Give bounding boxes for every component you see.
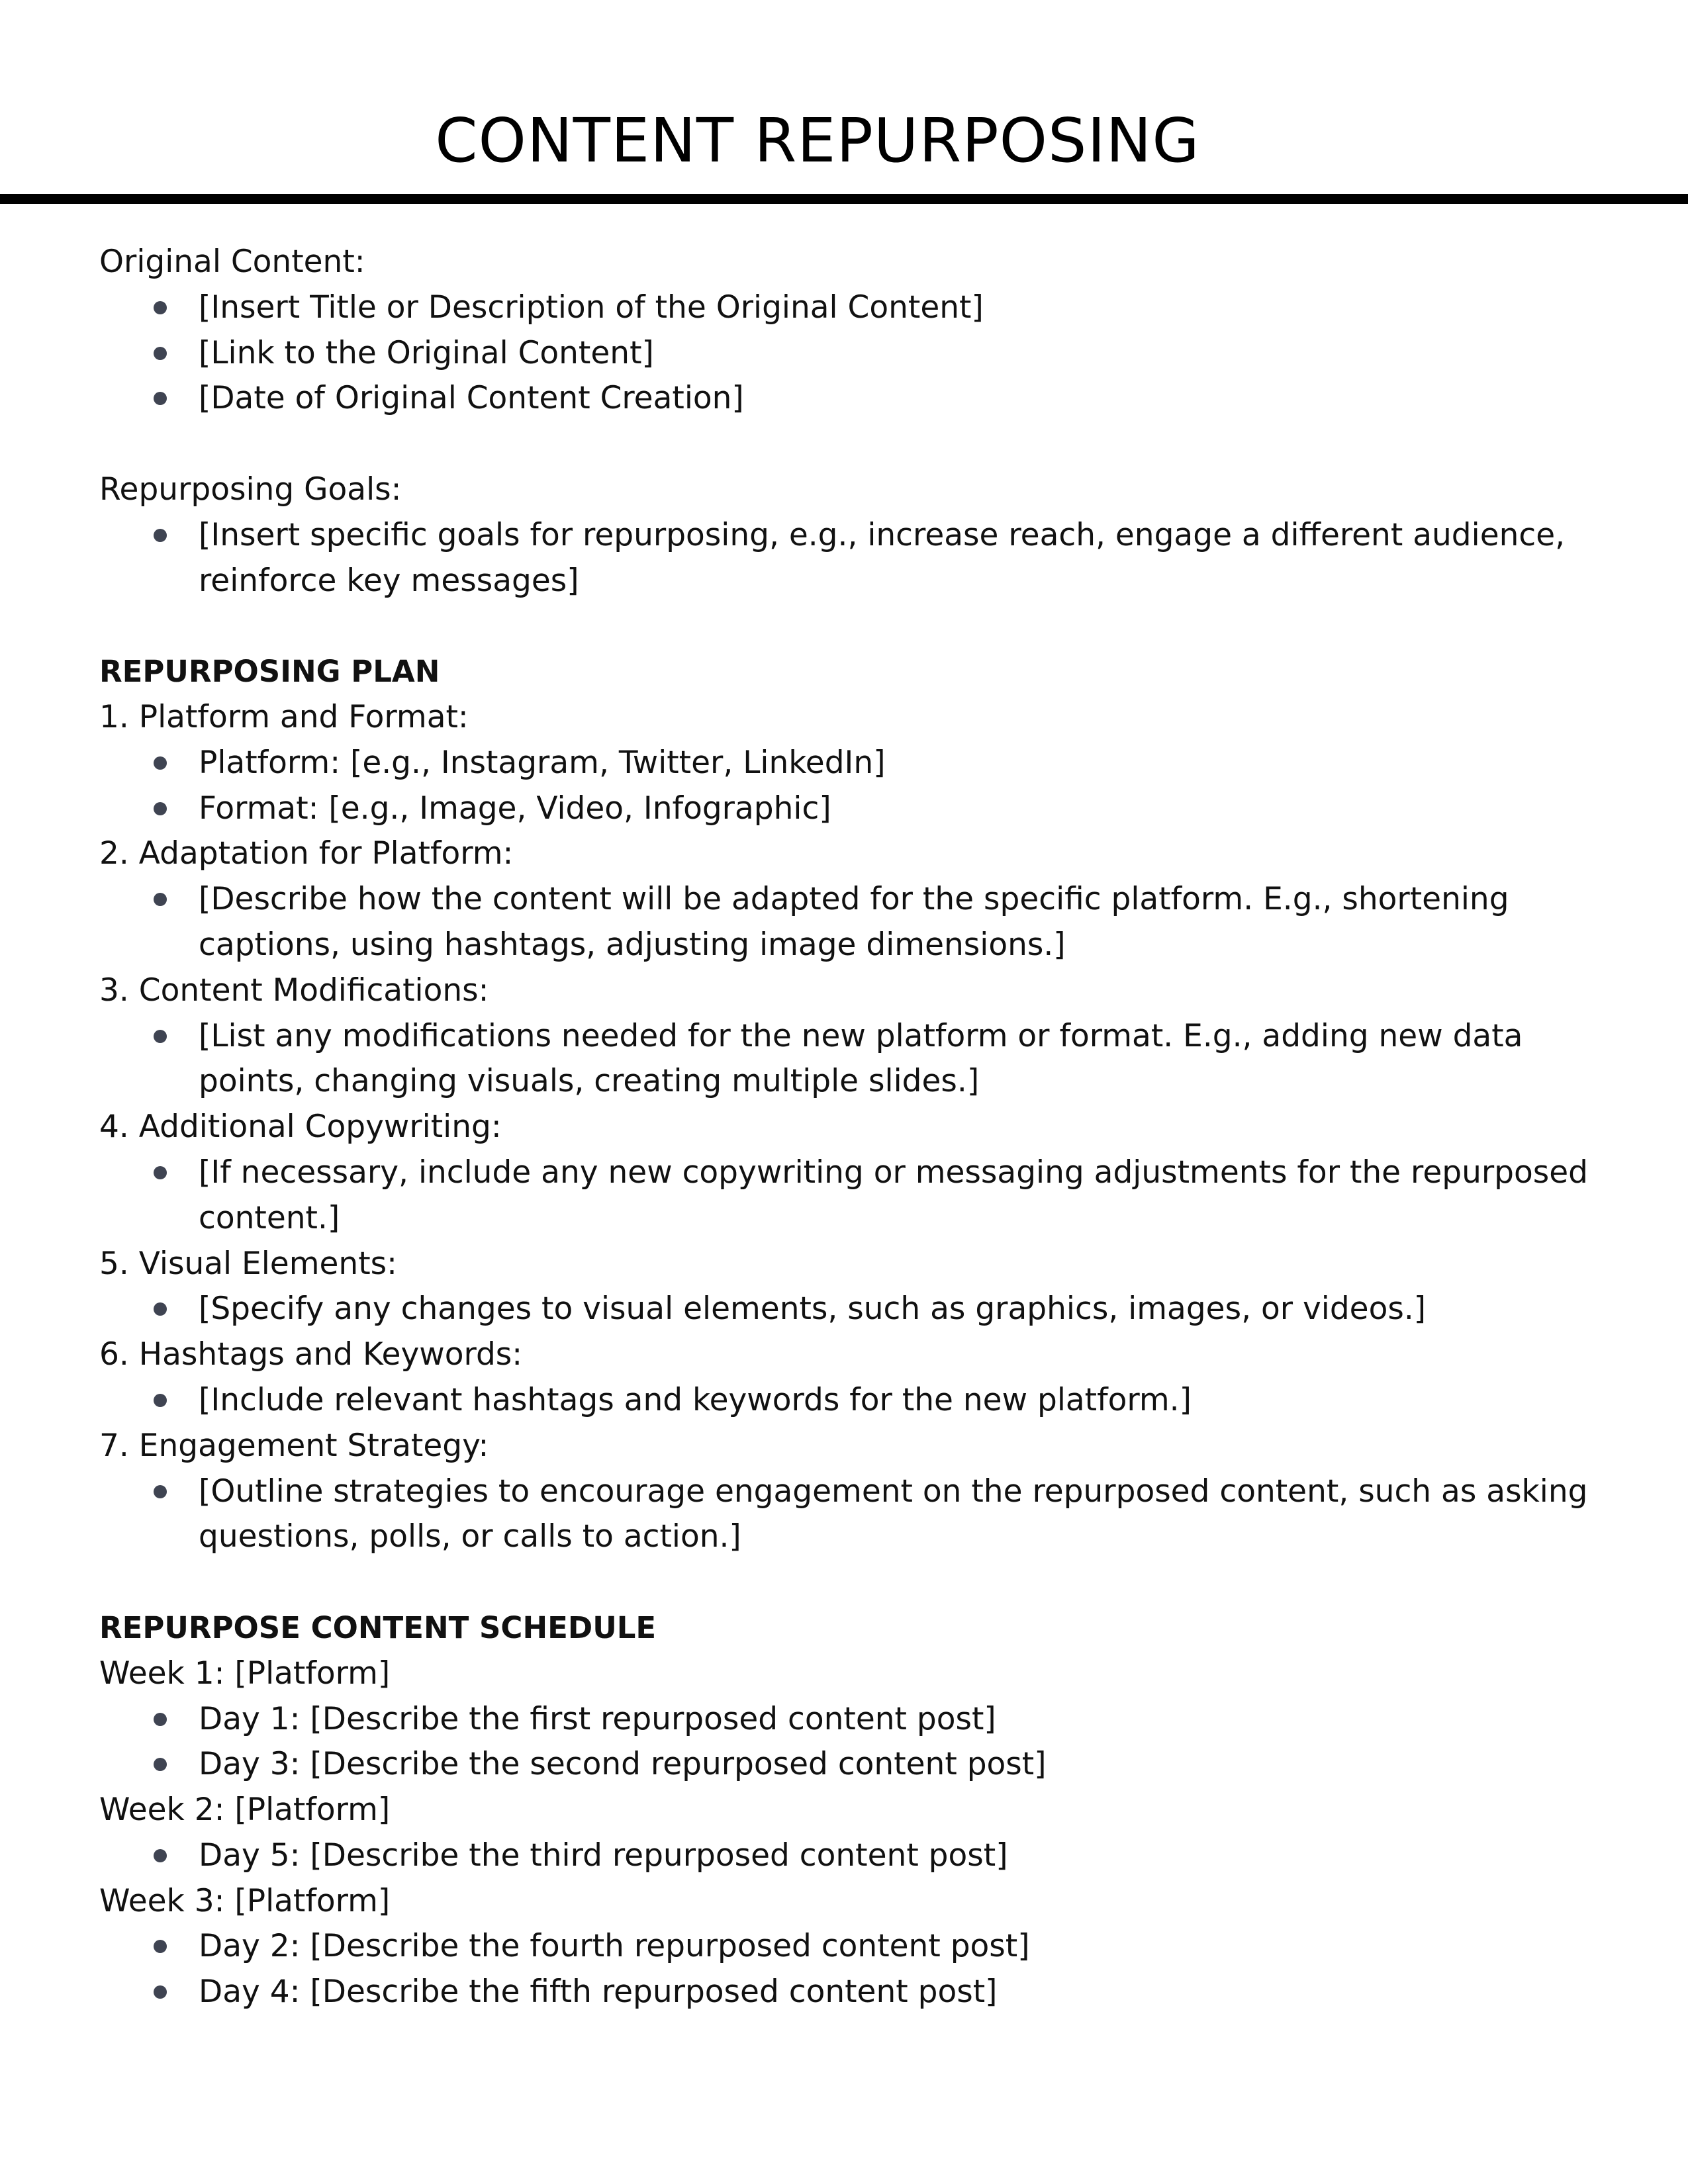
list-item: [Insert Title or Description of the Original Content] <box>99 285 1602 331</box>
list-item: [Link to the Original Content] <box>99 331 1602 377</box>
list-item: Day 5: [Describe the third repurposed content post] <box>99 1833 1602 1879</box>
plan-section-list <box>99 877 1602 968</box>
plan-section-list <box>99 1150 1602 1242</box>
schedule-week-list <box>99 1697 1602 1788</box>
repurposing-goals-label: Repurposing Goals: <box>99 471 402 508</box>
spacer <box>99 422 1602 467</box>
schedule-week-list <box>99 1924 1602 2015</box>
plan-section-list <box>99 1378 1602 1424</box>
plan-section-label: 1. Platform and Format: <box>99 698 469 735</box>
plan-section-list <box>99 1287 1602 1332</box>
list-item: [Specify any changes to visual elements, such as graphics, images, or videos.] <box>99 1287 1602 1332</box>
document-body <box>99 240 1602 2015</box>
list-item: [Describe how the content will be adapted for the specific platform. E.g., shortening captions, using hashtags, adjusting image dimensions.] <box>99 877 1602 968</box>
list-item: [List any modifications needed for the new platform or format. E.g., adding new data points, changing visuals, creating multiple slides.] <box>99 1014 1602 1105</box>
list-item: [Outline strategies to encourage engagement on the repurposed content, such as asking questions, polls, or calls to action.] <box>99 1469 1602 1561</box>
schedule-heading: REPURPOSE CONTENT SCHEDULE <box>99 1610 657 1645</box>
list-item: [Date of Original Content Creation] <box>99 376 1602 422</box>
schedule-week-list <box>99 1833 1602 1879</box>
plan-section-label: 5. Visual Elements: <box>99 1245 397 1282</box>
spacer <box>99 604 1602 649</box>
plan-section-label: 7. Engagement Strategy: <box>99 1427 489 1464</box>
spacer <box>99 1560 1602 1606</box>
list-item: Day 3: [Describe the second repurposed content post] <box>99 1742 1602 1788</box>
list-item: [If necessary, include any new copywriting or messaging adjustments for the repurposed content.] <box>99 1150 1602 1242</box>
list-item: Day 1: [Describe the first repurposed content post] <box>99 1697 1602 1743</box>
list-item: [Include relevant hashtags and keywords for the new platform.] <box>99 1378 1602 1424</box>
plan-section-list <box>99 741 1602 832</box>
plan-section-list <box>99 1469 1602 1561</box>
repurposing-plan-heading: REPURPOSING PLAN <box>99 654 440 690</box>
schedule-week-label: Week 2: [Platform] <box>99 1792 391 1829</box>
schedule-week-label: Week 3: [Platform] <box>99 1882 391 1919</box>
original-content-label: Original Content: <box>99 244 365 280</box>
plan-section-label: 6. Hashtags and Keywords: <box>99 1336 523 1373</box>
list-item: Format: [e.g., Image, Video, Infographic] <box>99 786 1602 832</box>
list-item: Day 2: [Describe the fourth repurposed content post] <box>99 1924 1602 1970</box>
schedule-week-label: Week 1: [Platform] <box>99 1655 391 1692</box>
repurposing-goals-list <box>99 513 1602 604</box>
list-item: Platform: [e.g., Instagram, Twitter, LinkedIn] <box>99 741 1602 786</box>
list-item: [Insert specific goals for repurposing, e.g., increase reach, engage a different audience, reinforce key messages] <box>99 513 1602 604</box>
page-title: CONTENT REPURPOSING <box>435 105 1200 176</box>
plan-section-label: 2. Adaptation for Platform: <box>99 835 514 872</box>
plan-section-label: 3. Content Modifications: <box>99 972 489 1009</box>
plan-section-list <box>99 1014 1602 1105</box>
list-item: Day 4: [Describe the fifth repurposed content post] <box>99 1970 1602 2015</box>
title-divider <box>0 194 1688 204</box>
plan-section-label: 4. Additional Copywriting: <box>99 1109 502 1146</box>
original-content-list <box>99 285 1602 422</box>
